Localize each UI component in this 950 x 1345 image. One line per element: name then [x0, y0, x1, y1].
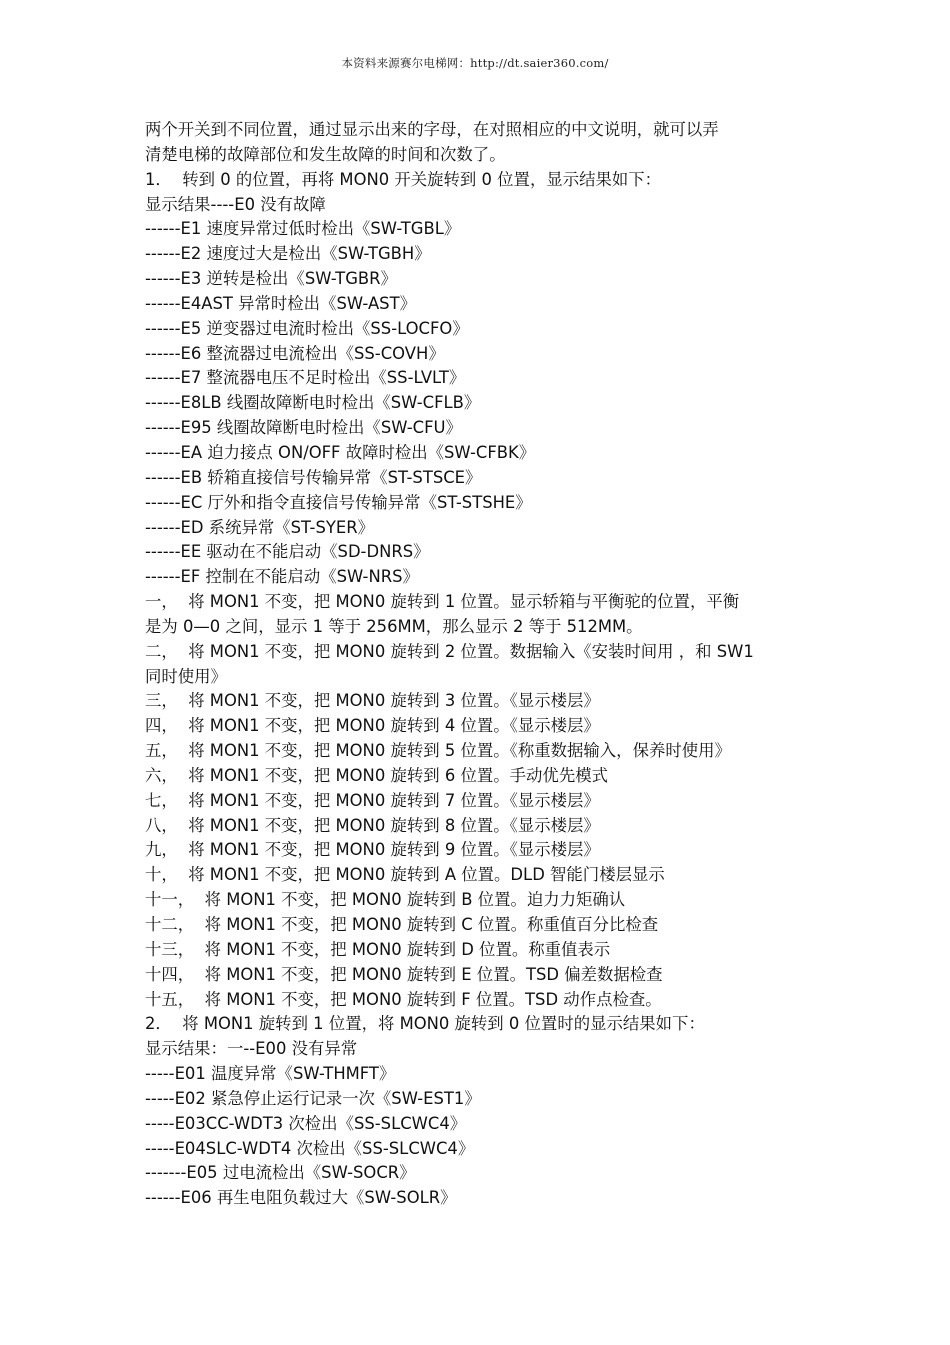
text-line: 三， 将 MON1 不变，把 MON0 旋转到 3 位置。《显示楼层》	[145, 691, 600, 711]
text-line: 十， 将 MON1 不变，把 MON0 旋转到 A 位置。DLD 智能门楼层显示	[145, 865, 665, 885]
text-line: 一， 将 MON1 不变，把 MON0 旋转到 1 位置。显示轿箱与平衡驼的位置，平衡	[145, 592, 740, 612]
text-line: 两个开关到不同位置，通过显示出来的字母，在对照相应的中文说明，就可以弄	[145, 120, 719, 139]
text-line: 十五， 将 MON1 不变，把 MON0 旋转到 F 位置。TSD 动作点检查。	[145, 989, 662, 1009]
text-line: ------E7 整流器电压不足时检出《SS-LVLT》	[145, 368, 466, 388]
text-line: ------E4AST 异常时检出《SW-AST》	[145, 293, 416, 313]
text-line: -----E01 温度异常《SW-THMFT》	[145, 1064, 396, 1084]
text-line: 十四， 将 MON1 不变，把 MON0 旋转到 E 位置。TSD 偏差数据检查	[145, 964, 663, 984]
text-line: ------EB 轿箱直接信号传输异常《ST-STSCE》	[145, 467, 482, 487]
text-line: -----E04SLC-WDT4 次检出《SS-SLCWC4》	[145, 1138, 475, 1158]
text-line: ------EE 驱动在不能启动《SD-DNRS》	[145, 542, 430, 562]
text-line: 四， 将 MON1 不变，把 MON0 旋转到 4 位置。《显示楼层》	[145, 716, 600, 736]
text-line: ------E2 速度过大是检出《SW-TGBH》	[145, 244, 431, 264]
text-line: 七， 将 MON1 不变，把 MON0 旋转到 7 位置。《显示楼层》	[145, 790, 600, 810]
text-line: 1． 转到 0 的位置，再将 MON0 开关旋转到 0 位置，显示结果如下：	[145, 169, 662, 189]
text-line: 是为 0—0 之间，显示 1 等于 256MM，那么显示 2 等于 512MM。	[145, 616, 643, 636]
text-line: 显示结果：一--E00 没有异常	[145, 1039, 358, 1059]
text-line: ------E95 线圈故障断电时检出《SW-CFU》	[145, 418, 462, 438]
text-line: 显示结果----E0 没有故障	[145, 194, 326, 214]
document-body	[145, 118, 815, 1211]
text-line: 五， 将 MON1 不变，把 MON0 旋转到 5 位置。《称重数据输入，保养时使用》	[145, 741, 731, 761]
text-line: ------E5 逆变器过电流时检出《SS-LOCFO》	[145, 318, 469, 338]
text-line: ------E1 速度异常过低时检出《SW-TGBL》	[145, 219, 461, 239]
text-line: 2． 将 MON1 旋转到 1 位置，将 MON0 旋转到 0 位置时的显示结果如下：	[145, 1014, 705, 1034]
text-line: 六， 将 MON1 不变，把 MON0 旋转到 6 位置。手动优先模式	[145, 765, 608, 785]
text-line: ------E3 逆转是检出《SW-TGBR》	[145, 269, 397, 289]
text-line: ------ED 系统异常《ST-SYER》	[145, 517, 375, 537]
text-line: -----E02 紧急停止运行记录一次《SW-EST1》	[145, 1088, 481, 1108]
text-line: 二， 将 MON1 不变，把 MON0 旋转到 2 位置。数据输入《安装时间用 ，和 SW1	[145, 641, 754, 661]
text-line: ------E6 整流器过电流检出《SS-COVH》	[145, 343, 445, 363]
text-line: 八， 将 MON1 不变，把 MON0 旋转到 8 位置。《显示楼层》	[145, 815, 600, 835]
text-line: 同时使用》	[145, 666, 227, 686]
text-line: -------E05 过电流检出《SW-SOCR》	[145, 1163, 416, 1183]
text-line: ------E06 再生电阻负载过大《SW-SOLR》	[145, 1188, 457, 1208]
text-line: ------EA 迫力接点 ON/OFF 故障时检出《SW-CFBK》	[145, 442, 536, 462]
text-line: 十三， 将 MON1 不变，把 MON0 旋转到 D 位置。称重值表示	[145, 939, 611, 959]
text-line: 十一， 将 MON1 不变，把 MON0 旋转到 B 位置。迫力力矩确认	[145, 890, 626, 910]
text-line: 九， 将 MON1 不变，把 MON0 旋转到 9 位置。《显示楼层》	[145, 840, 600, 860]
text-line: 清楚电梯的故障部位和发生故障的时间和次数了。	[145, 144, 506, 164]
page-header: 本资料来源赛尔电梯网：http://dt.saier360.com/	[341, 56, 609, 70]
text-line: ------E8LB 线圈故障断电时检出《SW-CFLB》	[145, 393, 481, 413]
text-line: ------EF 控制在不能启动《SW-NRS》	[145, 567, 419, 587]
text-line: -----E03CC-WDT3 次检出《SS-SLCWC4》	[145, 1113, 467, 1133]
text-line: ------EC 厅外和指令直接信号传输异常《ST-STSHE》	[145, 492, 532, 512]
text-line: 十二， 将 MON1 不变，把 MON0 旋转到 C 位置。称重值百分比检查	[145, 915, 659, 934]
